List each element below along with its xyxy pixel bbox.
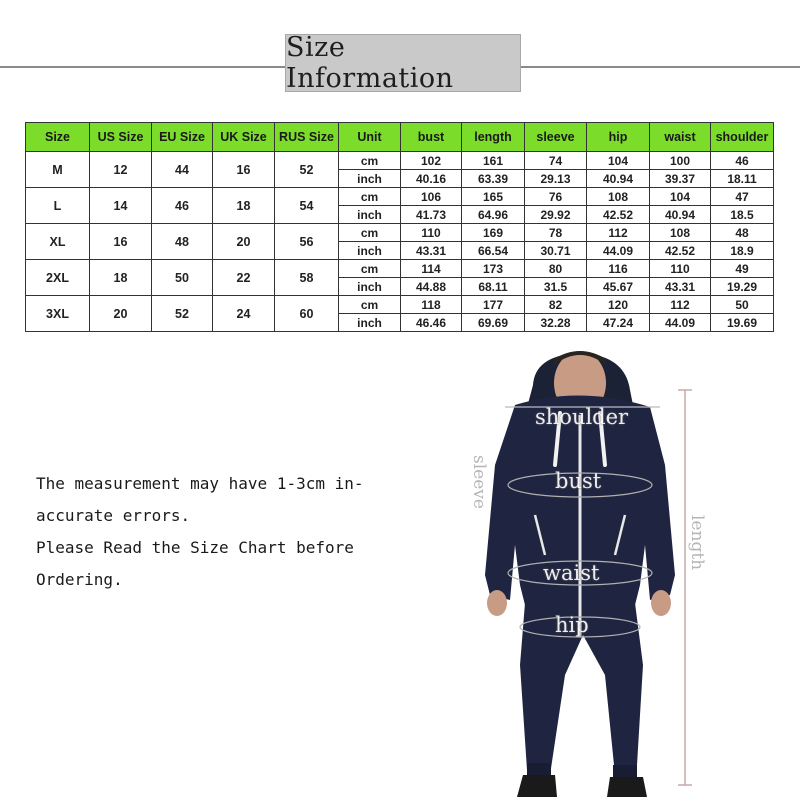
measure-cell: 110 <box>650 260 711 278</box>
eu-cell: 44 <box>152 152 213 188</box>
size-cell: M <box>26 152 90 188</box>
us-cell: 14 <box>90 188 152 224</box>
measure-cell: 46 <box>711 152 774 170</box>
measure-cell: 47.24 <box>587 314 650 332</box>
measure-cell: cm <box>339 152 401 170</box>
measure-cell: 50 <box>711 296 774 314</box>
measure-cell: 44.09 <box>650 314 711 332</box>
rus-cell: 60 <box>275 296 339 332</box>
measure-cell: 29.92 <box>525 206 587 224</box>
us-cell: 18 <box>90 260 152 296</box>
eu-cell: 46 <box>152 188 213 224</box>
measure-cell: 120 <box>587 296 650 314</box>
measure-cell: 43.31 <box>650 278 711 296</box>
uk-cell: 18 <box>213 188 275 224</box>
column-header: bust <box>401 123 462 152</box>
column-header: waist <box>650 123 711 152</box>
measure-cell: 102 <box>401 152 462 170</box>
length-label: length <box>687 515 707 571</box>
measure-cell: 110 <box>401 224 462 242</box>
measure-cell: 49 <box>711 260 774 278</box>
size-chart-table <box>25 122 774 332</box>
measure-cell: 44.09 <box>587 242 650 260</box>
measure-cell: 108 <box>587 188 650 206</box>
table-row <box>26 188 774 206</box>
note-line: accurate errors. <box>36 506 191 525</box>
measure-cell: 68.11 <box>462 278 525 296</box>
note-line: The measurement may have 1-3cm in- <box>36 474 364 493</box>
measure-cell: 39.37 <box>650 170 711 188</box>
column-header: hip <box>587 123 650 152</box>
measure-cell: 106 <box>401 188 462 206</box>
measure-cell: 74 <box>525 152 587 170</box>
measure-cell: 40.94 <box>587 170 650 188</box>
size-cell: 3XL <box>26 296 90 332</box>
measure-cell: 40.16 <box>401 170 462 188</box>
measure-cell: 69.69 <box>462 314 525 332</box>
page-title: Size Information <box>285 34 521 92</box>
measure-cell: 161 <box>462 152 525 170</box>
measure-cell: inch <box>339 206 401 224</box>
measure-cell: inch <box>339 242 401 260</box>
table-header-row <box>26 123 774 152</box>
table-row <box>26 152 774 170</box>
measure-cell: 41.73 <box>401 206 462 224</box>
measure-cell: 177 <box>462 296 525 314</box>
measure-cell: 18.9 <box>711 242 774 260</box>
measure-cell: cm <box>339 224 401 242</box>
sleeve-label: sleeve <box>469 455 489 509</box>
measure-cell: 114 <box>401 260 462 278</box>
measure-cell: 40.94 <box>650 206 711 224</box>
size-cell: 2XL <box>26 260 90 296</box>
measure-cell: 108 <box>650 224 711 242</box>
measure-cell: 112 <box>587 224 650 242</box>
bust-label: bust <box>555 469 602 493</box>
measure-cell: 46.46 <box>401 314 462 332</box>
note-line: Please Read the Size Chart before <box>36 538 354 557</box>
column-header: sleeve <box>525 123 587 152</box>
model-figure <box>465 345 765 800</box>
measure-cell: 48 <box>711 224 774 242</box>
column-header: Size <box>26 123 90 152</box>
measure-cell: 30.71 <box>525 242 587 260</box>
table-row <box>26 260 774 278</box>
uk-cell: 24 <box>213 296 275 332</box>
column-header: RUS Size <box>275 123 339 152</box>
measure-cell: 64.96 <box>462 206 525 224</box>
measure-cell: 173 <box>462 260 525 278</box>
measure-cell: cm <box>339 260 401 278</box>
measure-cell: 44.88 <box>401 278 462 296</box>
measure-cell: 116 <box>587 260 650 278</box>
uk-cell: 16 <box>213 152 275 188</box>
eu-cell: 50 <box>152 260 213 296</box>
us-cell: 16 <box>90 224 152 260</box>
measure-cell: 82 <box>525 296 587 314</box>
measure-cell: 31.5 <box>525 278 587 296</box>
measure-cell: 76 <box>525 188 587 206</box>
measure-cell: 165 <box>462 188 525 206</box>
measure-cell: cm <box>339 296 401 314</box>
measure-cell: 42.52 <box>587 206 650 224</box>
rus-cell: 56 <box>275 224 339 260</box>
measure-cell: 32.28 <box>525 314 587 332</box>
measure-cell: 104 <box>587 152 650 170</box>
measure-cell: 47 <box>711 188 774 206</box>
us-cell: 20 <box>90 296 152 332</box>
column-header: EU Size <box>152 123 213 152</box>
measure-cell: 18.11 <box>711 170 774 188</box>
measurement-note <box>36 468 396 596</box>
measure-cell: 104 <box>650 188 711 206</box>
column-header: shoulder <box>711 123 774 152</box>
measure-cell: 63.39 <box>462 170 525 188</box>
measure-cell: 29.13 <box>525 170 587 188</box>
column-header: UK Size <box>213 123 275 152</box>
measure-cell: 42.52 <box>650 242 711 260</box>
rus-cell: 52 <box>275 152 339 188</box>
column-header: US Size <box>90 123 152 152</box>
measure-cell: inch <box>339 314 401 332</box>
note-line: Ordering. <box>36 570 123 589</box>
measure-cell: inch <box>339 170 401 188</box>
hip-label: hip <box>555 613 589 637</box>
uk-cell: 22 <box>213 260 275 296</box>
measure-cell: 66.54 <box>462 242 525 260</box>
eu-cell: 52 <box>152 296 213 332</box>
rus-cell: 54 <box>275 188 339 224</box>
measure-cell: 19.69 <box>711 314 774 332</box>
column-header: Unit <box>339 123 401 152</box>
size-cell: XL <box>26 224 90 260</box>
measure-cell: 80 <box>525 260 587 278</box>
table-row <box>26 296 774 314</box>
measure-cell: 43.31 <box>401 242 462 260</box>
column-header: length <box>462 123 525 152</box>
waist-label: waist <box>543 561 600 585</box>
measure-cell: 169 <box>462 224 525 242</box>
measure-cell: 78 <box>525 224 587 242</box>
measure-cell: cm <box>339 188 401 206</box>
measure-cell: 18.5 <box>711 206 774 224</box>
measure-cell: 112 <box>650 296 711 314</box>
measure-cell: 118 <box>401 296 462 314</box>
measure-cell: inch <box>339 278 401 296</box>
measure-cell: 100 <box>650 152 711 170</box>
measure-cell: 19.29 <box>711 278 774 296</box>
table-row <box>26 224 774 242</box>
us-cell: 12 <box>90 152 152 188</box>
size-cell: L <box>26 188 90 224</box>
eu-cell: 48 <box>152 224 213 260</box>
rus-cell: 58 <box>275 260 339 296</box>
uk-cell: 20 <box>213 224 275 260</box>
shoulder-label: shoulder <box>535 405 629 429</box>
measure-cell: 45.67 <box>587 278 650 296</box>
